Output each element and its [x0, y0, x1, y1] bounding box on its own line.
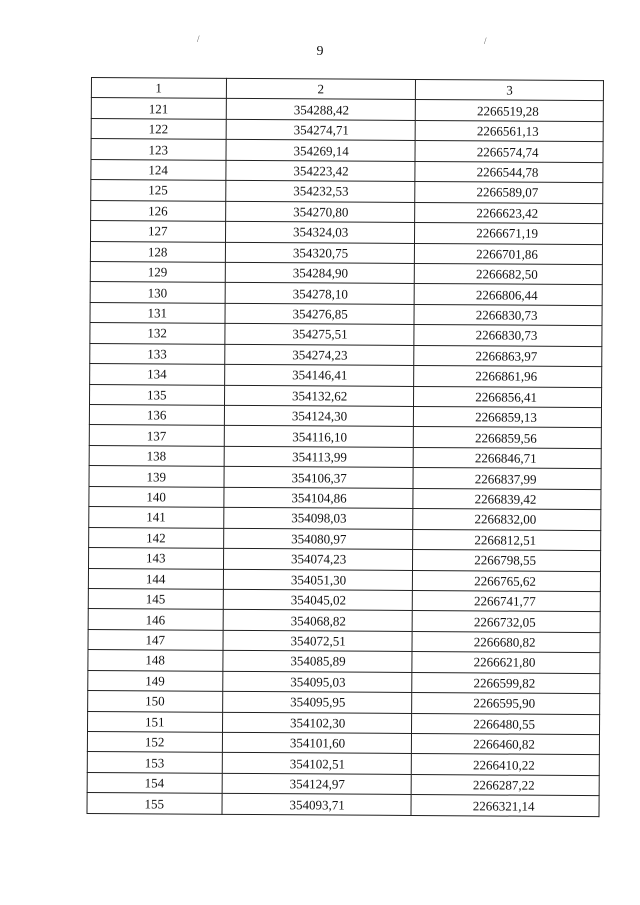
x-coordinate-cell: 354045,02: [223, 589, 413, 611]
x-coordinate-cell: 354093,71: [222, 794, 412, 816]
y-coordinate-cell: 2266410,22: [411, 754, 599, 776]
point-number-cell: 144: [88, 568, 223, 589]
point-number-cell: 123: [91, 139, 226, 160]
y-coordinate-cell: 2266623,42: [415, 202, 603, 224]
point-number-cell: 131: [90, 302, 225, 323]
point-number-cell: 147: [88, 629, 223, 650]
y-coordinate-cell: 2266671,19: [415, 223, 603, 245]
y-coordinate-cell: 2266682,50: [414, 263, 602, 285]
y-coordinate-cell: 2266837,99: [413, 468, 601, 490]
point-number-cell: 137: [89, 425, 224, 446]
x-coordinate-cell: 354098,03: [223, 508, 413, 530]
x-coordinate-cell: 354101,60: [222, 732, 412, 754]
x-coordinate-cell: 354223,42: [225, 160, 415, 182]
y-coordinate-cell: 2266861,96: [414, 366, 602, 388]
y-coordinate-cell: 2266830,73: [414, 304, 602, 326]
point-number-cell: 122: [91, 118, 226, 139]
point-number-cell: 140: [89, 486, 224, 507]
column-header-2: 2: [226, 78, 416, 100]
x-coordinate-cell: 354074,23: [223, 548, 413, 570]
x-coordinate-cell: 354146,41: [224, 364, 414, 386]
point-number-cell: 130: [90, 282, 225, 303]
y-coordinate-cell: 2266595,90: [412, 693, 600, 715]
x-coordinate-cell: 354116,10: [224, 426, 414, 448]
x-coordinate-cell: 354276,85: [225, 303, 415, 325]
x-coordinate-cell: 354284,90: [225, 262, 415, 284]
y-coordinate-cell: 2266832,00: [413, 509, 601, 531]
x-coordinate-cell: 354072,51: [223, 630, 413, 652]
y-coordinate-cell: 2266680,82: [412, 631, 600, 653]
y-coordinate-cell: 2266701,86: [415, 243, 603, 265]
point-number-cell: 121: [91, 98, 226, 119]
point-number-cell: 128: [90, 241, 225, 262]
x-coordinate-cell: 354320,75: [225, 242, 415, 264]
scan-speck: /: [484, 36, 487, 46]
y-coordinate-cell: 2266732,05: [412, 611, 600, 633]
x-coordinate-cell: 354274,71: [226, 119, 416, 141]
point-number-cell: 124: [91, 159, 226, 180]
y-coordinate-cell: 2266856,41: [414, 386, 602, 408]
point-number-cell: 148: [88, 650, 223, 671]
y-coordinate-cell: 2266765,62: [413, 570, 601, 592]
y-coordinate-cell: 2266480,55: [412, 713, 600, 735]
y-coordinate-cell: 2266544,78: [415, 161, 603, 183]
x-coordinate-cell: 354080,97: [223, 528, 413, 550]
point-number-cell: 138: [89, 445, 224, 466]
x-coordinate-cell: 354324,03: [225, 221, 415, 243]
y-coordinate-cell: 2266589,07: [415, 182, 603, 204]
point-number-cell: 142: [89, 527, 224, 548]
table-row: [87, 793, 599, 817]
x-coordinate-cell: 354068,82: [223, 610, 413, 632]
point-number-cell: 139: [89, 466, 224, 487]
point-number-cell: 154: [87, 772, 222, 793]
x-coordinate-cell: 354124,97: [222, 773, 412, 795]
point-number-cell: 143: [89, 548, 224, 569]
x-coordinate-cell: 354132,62: [224, 385, 414, 407]
table-body: [87, 98, 603, 816]
point-number-cell: 134: [90, 364, 225, 385]
point-number-cell: 135: [89, 384, 224, 405]
y-coordinate-cell: 2266839,42: [413, 488, 601, 510]
point-number-cell: 150: [88, 691, 223, 712]
y-coordinate-cell: 2266321,14: [411, 795, 599, 817]
point-number-cell: 132: [90, 323, 225, 344]
y-coordinate-cell: 2266859,13: [414, 406, 602, 428]
point-number-cell: 125: [91, 180, 226, 201]
y-coordinate-cell: 2266830,73: [414, 325, 602, 347]
x-coordinate-cell: 354095,95: [222, 691, 412, 713]
y-coordinate-cell: 2266812,51: [413, 529, 601, 551]
x-coordinate-cell: 354278,10: [225, 283, 415, 305]
y-coordinate-cell: 2266741,77: [412, 590, 600, 612]
y-coordinate-cell: 2266561,13: [415, 120, 603, 142]
point-number-cell: 141: [89, 507, 224, 528]
x-coordinate-cell: 354102,30: [222, 712, 412, 734]
y-coordinate-cell: 2266599,82: [412, 672, 600, 694]
y-coordinate-cell: 2266798,55: [413, 550, 601, 572]
x-coordinate-cell: 354269,14: [226, 140, 416, 162]
point-number-cell: 126: [91, 200, 226, 221]
x-coordinate-cell: 354113,99: [224, 446, 414, 468]
x-coordinate-cell: 354106,37: [224, 467, 414, 489]
point-number-cell: 149: [88, 670, 223, 691]
point-number-cell: 146: [88, 609, 223, 630]
column-header-3: 3: [416, 79, 604, 101]
column-header-1: 1: [91, 78, 226, 99]
y-coordinate-cell: 2266519,28: [415, 100, 603, 122]
y-coordinate-cell: 2266859,56: [413, 427, 601, 449]
x-coordinate-cell: 354104,86: [223, 487, 413, 509]
x-coordinate-cell: 354051,30: [223, 569, 413, 591]
y-coordinate-cell: 2266621,80: [412, 652, 600, 674]
x-coordinate-cell: 354274,23: [224, 344, 414, 366]
y-coordinate-cell: 2266806,44: [414, 284, 602, 306]
x-coordinate-cell: 354270,80: [225, 201, 415, 223]
y-coordinate-cell: 2266863,97: [414, 345, 602, 367]
scan-speck: /: [197, 34, 200, 44]
x-coordinate-cell: 354124,30: [224, 405, 414, 427]
y-coordinate-cell: 2266460,82: [412, 733, 600, 755]
x-coordinate-cell: 354275,51: [224, 324, 414, 346]
point-number-cell: 136: [89, 404, 224, 425]
point-number-cell: 152: [87, 731, 222, 752]
coordinates-table: [86, 77, 603, 817]
point-number-cell: 129: [90, 261, 225, 282]
x-coordinate-cell: 354288,42: [226, 99, 416, 121]
point-number-cell: 153: [87, 752, 222, 773]
x-coordinate-cell: 354102,51: [222, 753, 412, 775]
y-coordinate-cell: 2266846,71: [413, 447, 601, 469]
x-coordinate-cell: 354232,53: [225, 181, 415, 203]
x-coordinate-cell: 354095,03: [222, 671, 412, 693]
point-number-cell: 151: [88, 711, 223, 732]
y-coordinate-cell: 2266287,22: [411, 774, 599, 796]
point-number-cell: 145: [88, 588, 223, 609]
point-number-cell: 155: [87, 793, 222, 814]
point-number-cell: 127: [90, 221, 225, 242]
page-number: 9: [316, 44, 324, 59]
x-coordinate-cell: 354085,89: [222, 651, 412, 673]
y-coordinate-cell: 2266574,74: [415, 141, 603, 163]
point-number-cell: 133: [90, 343, 225, 364]
